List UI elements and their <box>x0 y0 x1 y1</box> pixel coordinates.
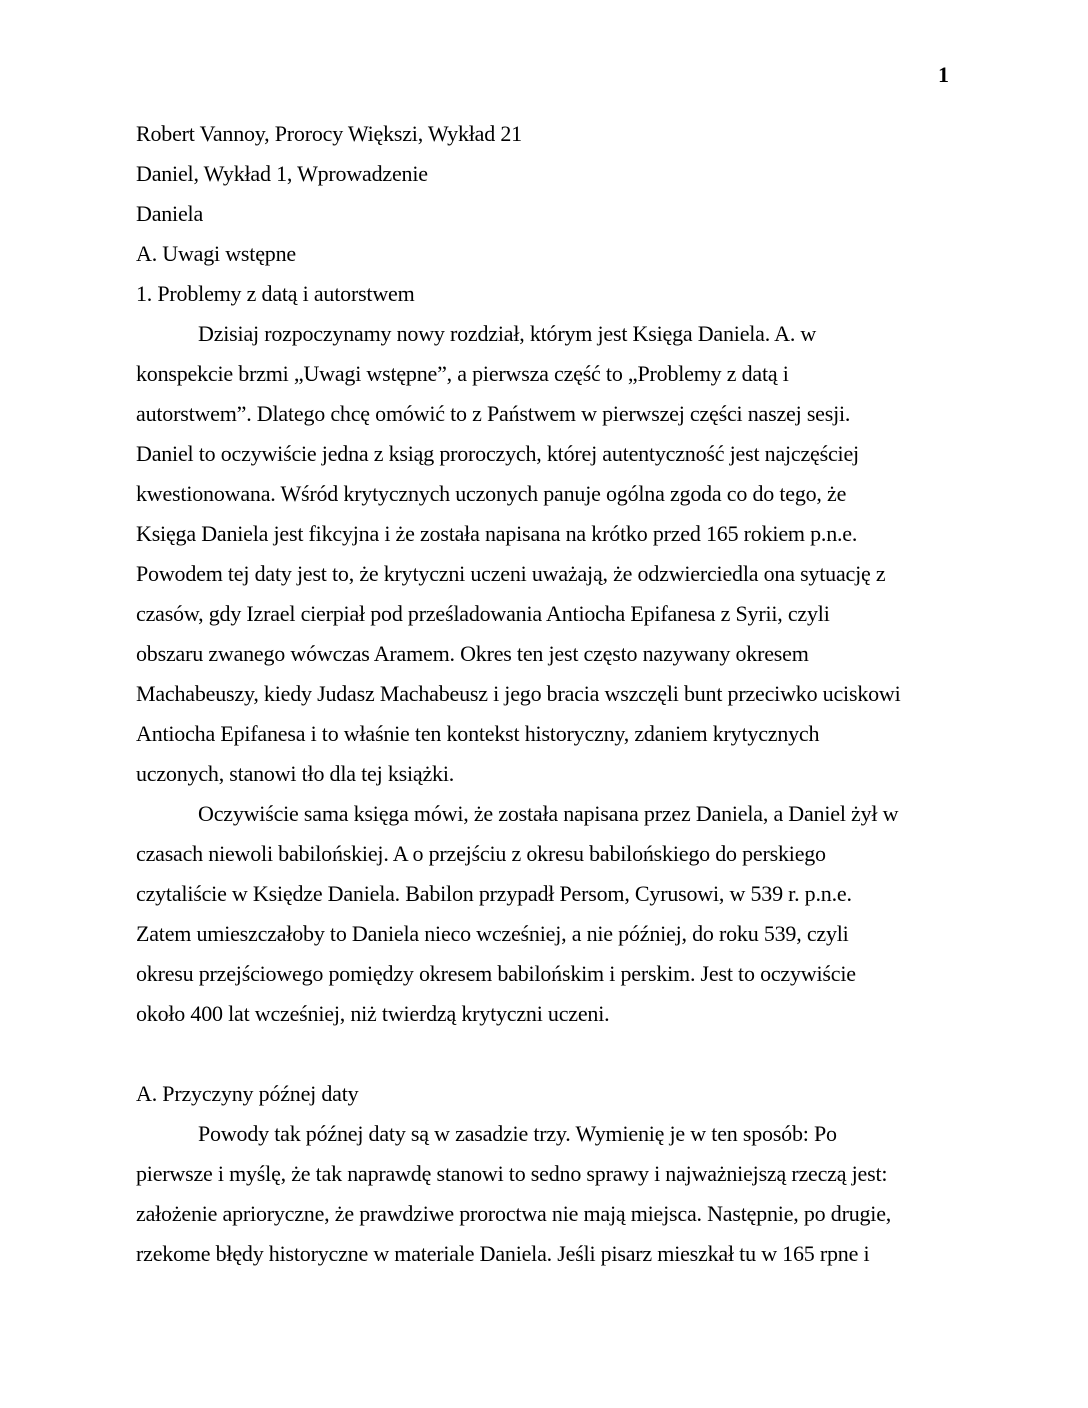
header-line: Robert Vannoy, Prorocy Większi, Wykład 21 <box>136 121 522 146</box>
paragraph-line: czytaliście w Księdze Daniela. Babilon przypadł Persom, Cyrusowi, w 539 r. p.n.e. <box>136 881 852 906</box>
paragraph-line: Zatem umieszczałoby to Daniela nieco wcześniej, a nie później, do roku 539, czyli <box>136 921 849 946</box>
page-number: 1 <box>938 62 949 87</box>
section-heading: A. Uwagi wstępne <box>136 241 296 266</box>
document-content <box>136 114 976 1274</box>
paragraph-line: okresu przejściowego pomiędzy okresem babilońskim i perskim. Jest to oczywiście <box>136 961 856 986</box>
paragraph-line: czasach niewoli babilońskiej. A o przejściu z okresu babilońskiego do perskiego <box>136 841 826 866</box>
paragraph-line: uczonych, stanowi tło dla tej książki. <box>136 761 455 786</box>
paragraph-line: Dzisiaj rozpoczynamy nowy rozdział, którym jest Księga Daniela. A. w <box>198 321 817 346</box>
paragraph-line: Oczywiście sama księga mówi, że została napisana przez Daniela, a Daniel żył w <box>198 801 899 826</box>
paragraph-line: założenie aprioryczne, że prawdziwe proroctwa nie mają miejsca. Następnie, po drugie, <box>136 1201 892 1226</box>
paragraph-line: pierwsze i myślę, że tak naprawdę stanowi to sedno sprawy i najważniejszą rzeczą jest: <box>136 1161 888 1186</box>
paragraph-line: rzekome błędy historyczne w materiale Daniela. Jeśli pisarz mieszkał tu w 165 rpne i <box>136 1241 870 1266</box>
paragraph-line: Powodem tej daty jest to, że krytyczni uczeni uważają, że odzwierciedla ona sytuację z <box>136 561 886 586</box>
paragraph-line: Powody tak późnej daty są w zasadzie trzy. Wymienię je w ten sposób: Po <box>198 1121 837 1146</box>
paragraph-line: autorstwem”. Dlatego chcę omówić to z Państwem w pierwszej części naszej sesji. <box>136 401 851 426</box>
paragraph-line: około 400 lat wcześniej, niż twierdzą krytyczni uczeni. <box>136 1001 610 1026</box>
paragraph-line: Księga Daniela jest fikcyjna i że została napisana na krótko przed 165 rokiem p.n.e. <box>136 521 858 546</box>
header-line: Daniel, Wykład 1, Wprowadzenie <box>136 161 428 186</box>
paragraph-line: czasów, gdy Izrael cierpiał pod prześladowania Antiocha Epifanesa z Syrii, czyli <box>136 601 830 626</box>
paragraph-line: Daniel to oczywiście jedna z ksiąg proroczych, której autentyczność jest najczęściej <box>136 441 859 466</box>
paragraph-line: Machabeuszy, kiedy Judasz Machabeusz i jego bracia wszczęli bunt przeciwko uciskowi <box>136 681 901 706</box>
blank-line <box>136 1034 976 1074</box>
paragraph-line: konspekcie brzmi „Uwagi wstępne”, a pierwsza część to „Problemy z datą i <box>136 361 789 386</box>
section-heading: 1. Problemy z datą i autorstwem <box>136 281 415 306</box>
paragraph-line: kwestionowana. Wśród krytycznych uczonych panuje ogólna zgoda co do tego, że <box>136 481 847 506</box>
header-line: Daniela <box>136 201 204 226</box>
paragraph-line: obszaru zwanego wówczas Aramem. Okres ten jest często nazywany okresem <box>136 641 809 666</box>
section-heading: A. Przyczyny późnej daty <box>136 1081 359 1106</box>
paragraph-line: Antiocha Epifanesa i to właśnie ten kontekst historyczny, zdaniem krytycznych <box>136 721 820 746</box>
